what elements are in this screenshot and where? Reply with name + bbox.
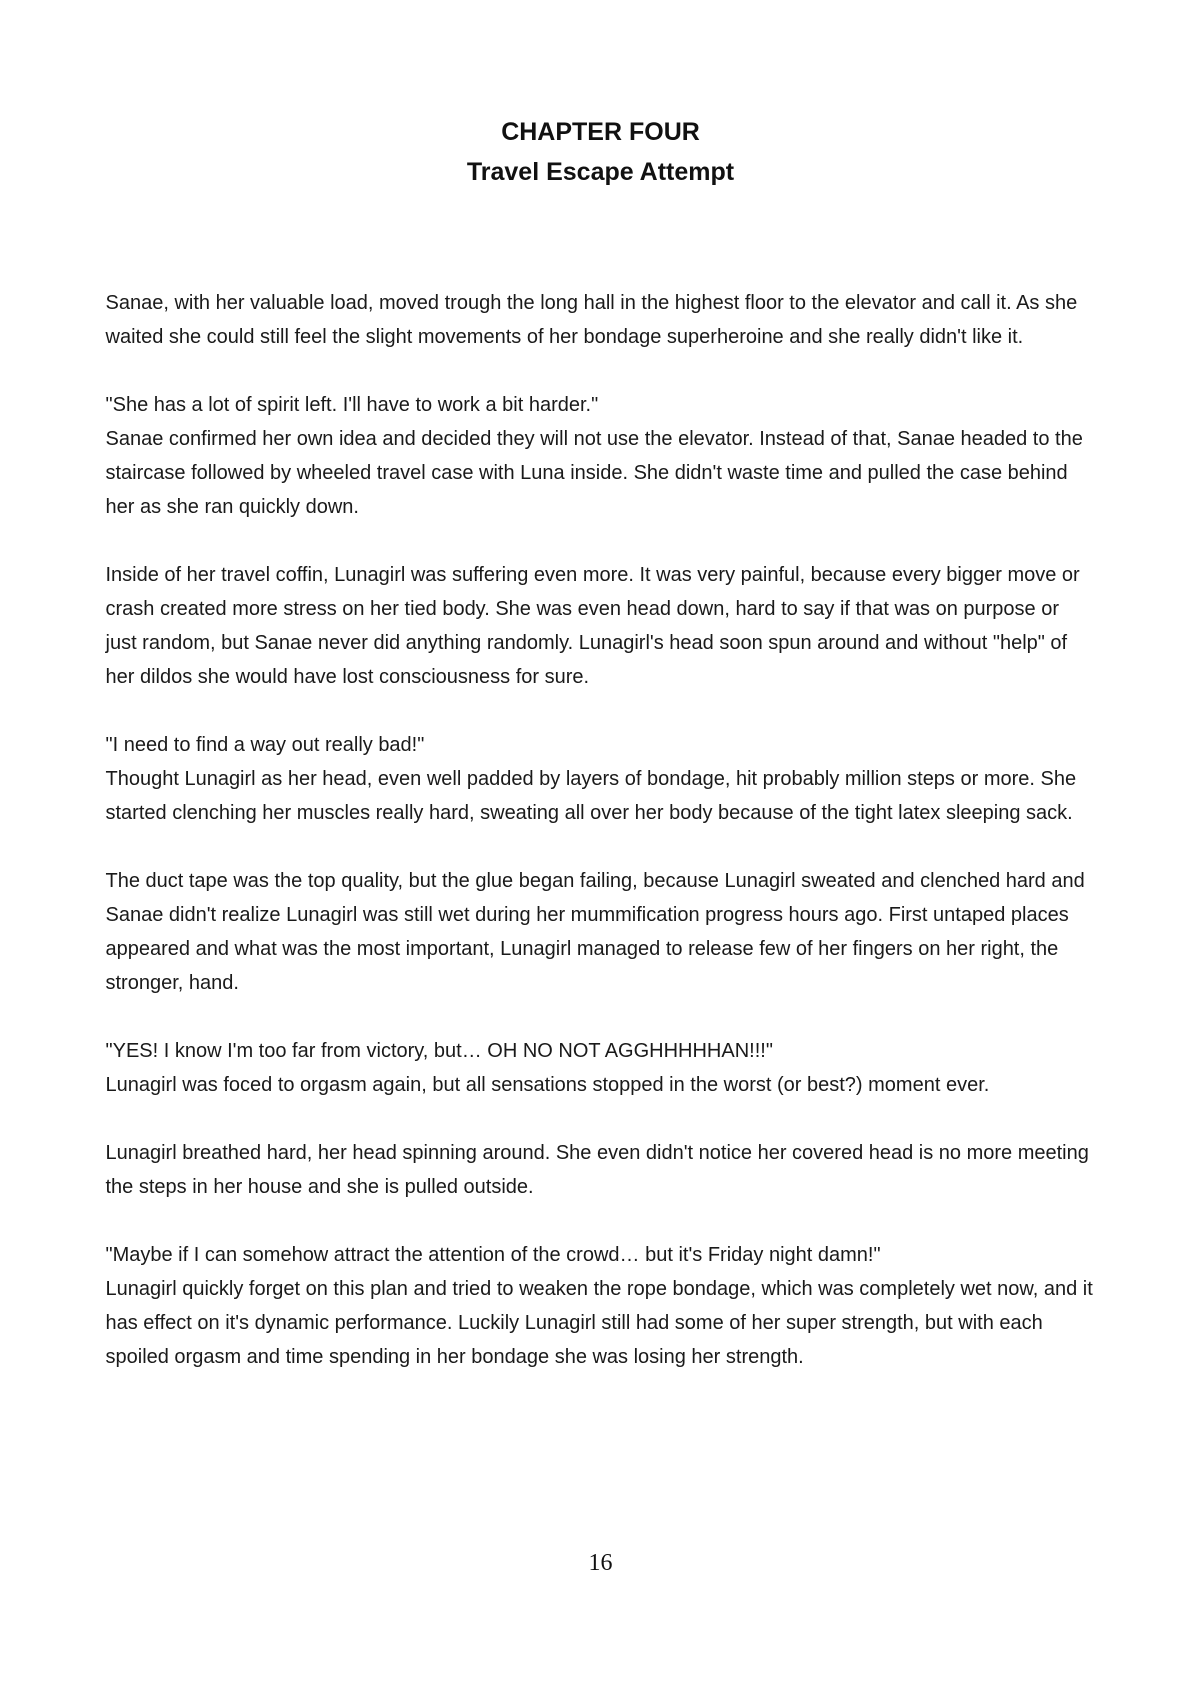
chapter-number: CHAPTER FOUR xyxy=(501,118,700,146)
paragraph-segment: Lunagirl was foced to orgasm again, but all sensations stopped in the worst (or best?) moment ever. xyxy=(105,1074,990,1096)
paragraph-segment: The duct tape was the top quality, but the glue began failing, because Lunagirl sweated and clenched hard and Sanae didn't realize Lunagirl was still wet during her mummification progress hours ago. First untaped places appeared and what was the most important, Lunagirl managed to release few of her fingers on her right, the stronger, hand. xyxy=(105,870,1085,994)
paragraph-segment: Lunagirl quickly forget on this plan and tried to weaken the rope bondage, which was completely wet now, and it has effect on it's dynamic performance. Luckily Lunagirl still had some of her super strength, but with each spoiled orgasm and time spending in her bondage she was losing her strength. xyxy=(105,1278,1093,1368)
paragraph-segment: "I need to find a way out really bad!" xyxy=(105,734,425,756)
paragraph xyxy=(106,286,1096,354)
page-number: 16 xyxy=(588,1550,613,1576)
paragraph-segment: "YES! I know I'm too far from victory, but… OH NO NOT AGGHHHHHAN!!!" xyxy=(105,1040,773,1062)
paragraph xyxy=(106,558,1096,694)
paragraph xyxy=(106,1136,1096,1204)
paragraph-segment: Inside of her travel coffin, Lunagirl was suffering even more. It was very painful, because every bigger move or crash created more stress on her tied body. She was even head down, hard to say if that was on purpose or just random, but Sanae never did anything randomly. Lunagirl's head soon spun around and without "help" of her dildos she would have lost consciousness for sure. xyxy=(105,564,1080,688)
paragraph xyxy=(106,728,1096,830)
paragraph xyxy=(106,388,1096,524)
paragraph xyxy=(106,1034,1096,1102)
paragraph xyxy=(106,864,1096,1000)
paragraph-segment: Lunagirl breathed hard, her head spinning around. She even didn't notice her covered head is no more meeting the steps in her house and she is pulled outside. xyxy=(105,1142,1089,1198)
paragraph-segment: Sanae, with her valuable load, moved trough the long hall in the highest floor to the elevator and call it. As she waited she could still feel the slight movements of her bondage superheroine and she really didn't like it. xyxy=(105,292,1078,348)
paragraph-segment: "She has a lot of spirit left. I'll have to work a bit harder." xyxy=(105,394,599,416)
body-text xyxy=(106,286,1096,1374)
chapter-title: Travel Escape Attempt xyxy=(466,158,735,186)
chapter-heading xyxy=(0,0,1201,192)
paragraph-segment: "Maybe if I can somehow attract the attention of the crowd… but it's Friday night damn!" xyxy=(105,1244,881,1266)
paragraph xyxy=(106,1238,1096,1374)
paragraph-segment: Thought Lunagirl as her head, even well padded by layers of bondage, hit probably million steps or more. She started clenching her muscles really hard, sweating all over her body because of the tight latex sleeping sack. xyxy=(105,768,1077,824)
paragraph-segment: Sanae confirmed her own idea and decided they will not use the elevator. Instead of that, Sanae headed to the staircase followed by wheeled travel case with Luna inside. She didn't waste time and pulled the case behind her as she ran quickly down. xyxy=(105,428,1083,518)
